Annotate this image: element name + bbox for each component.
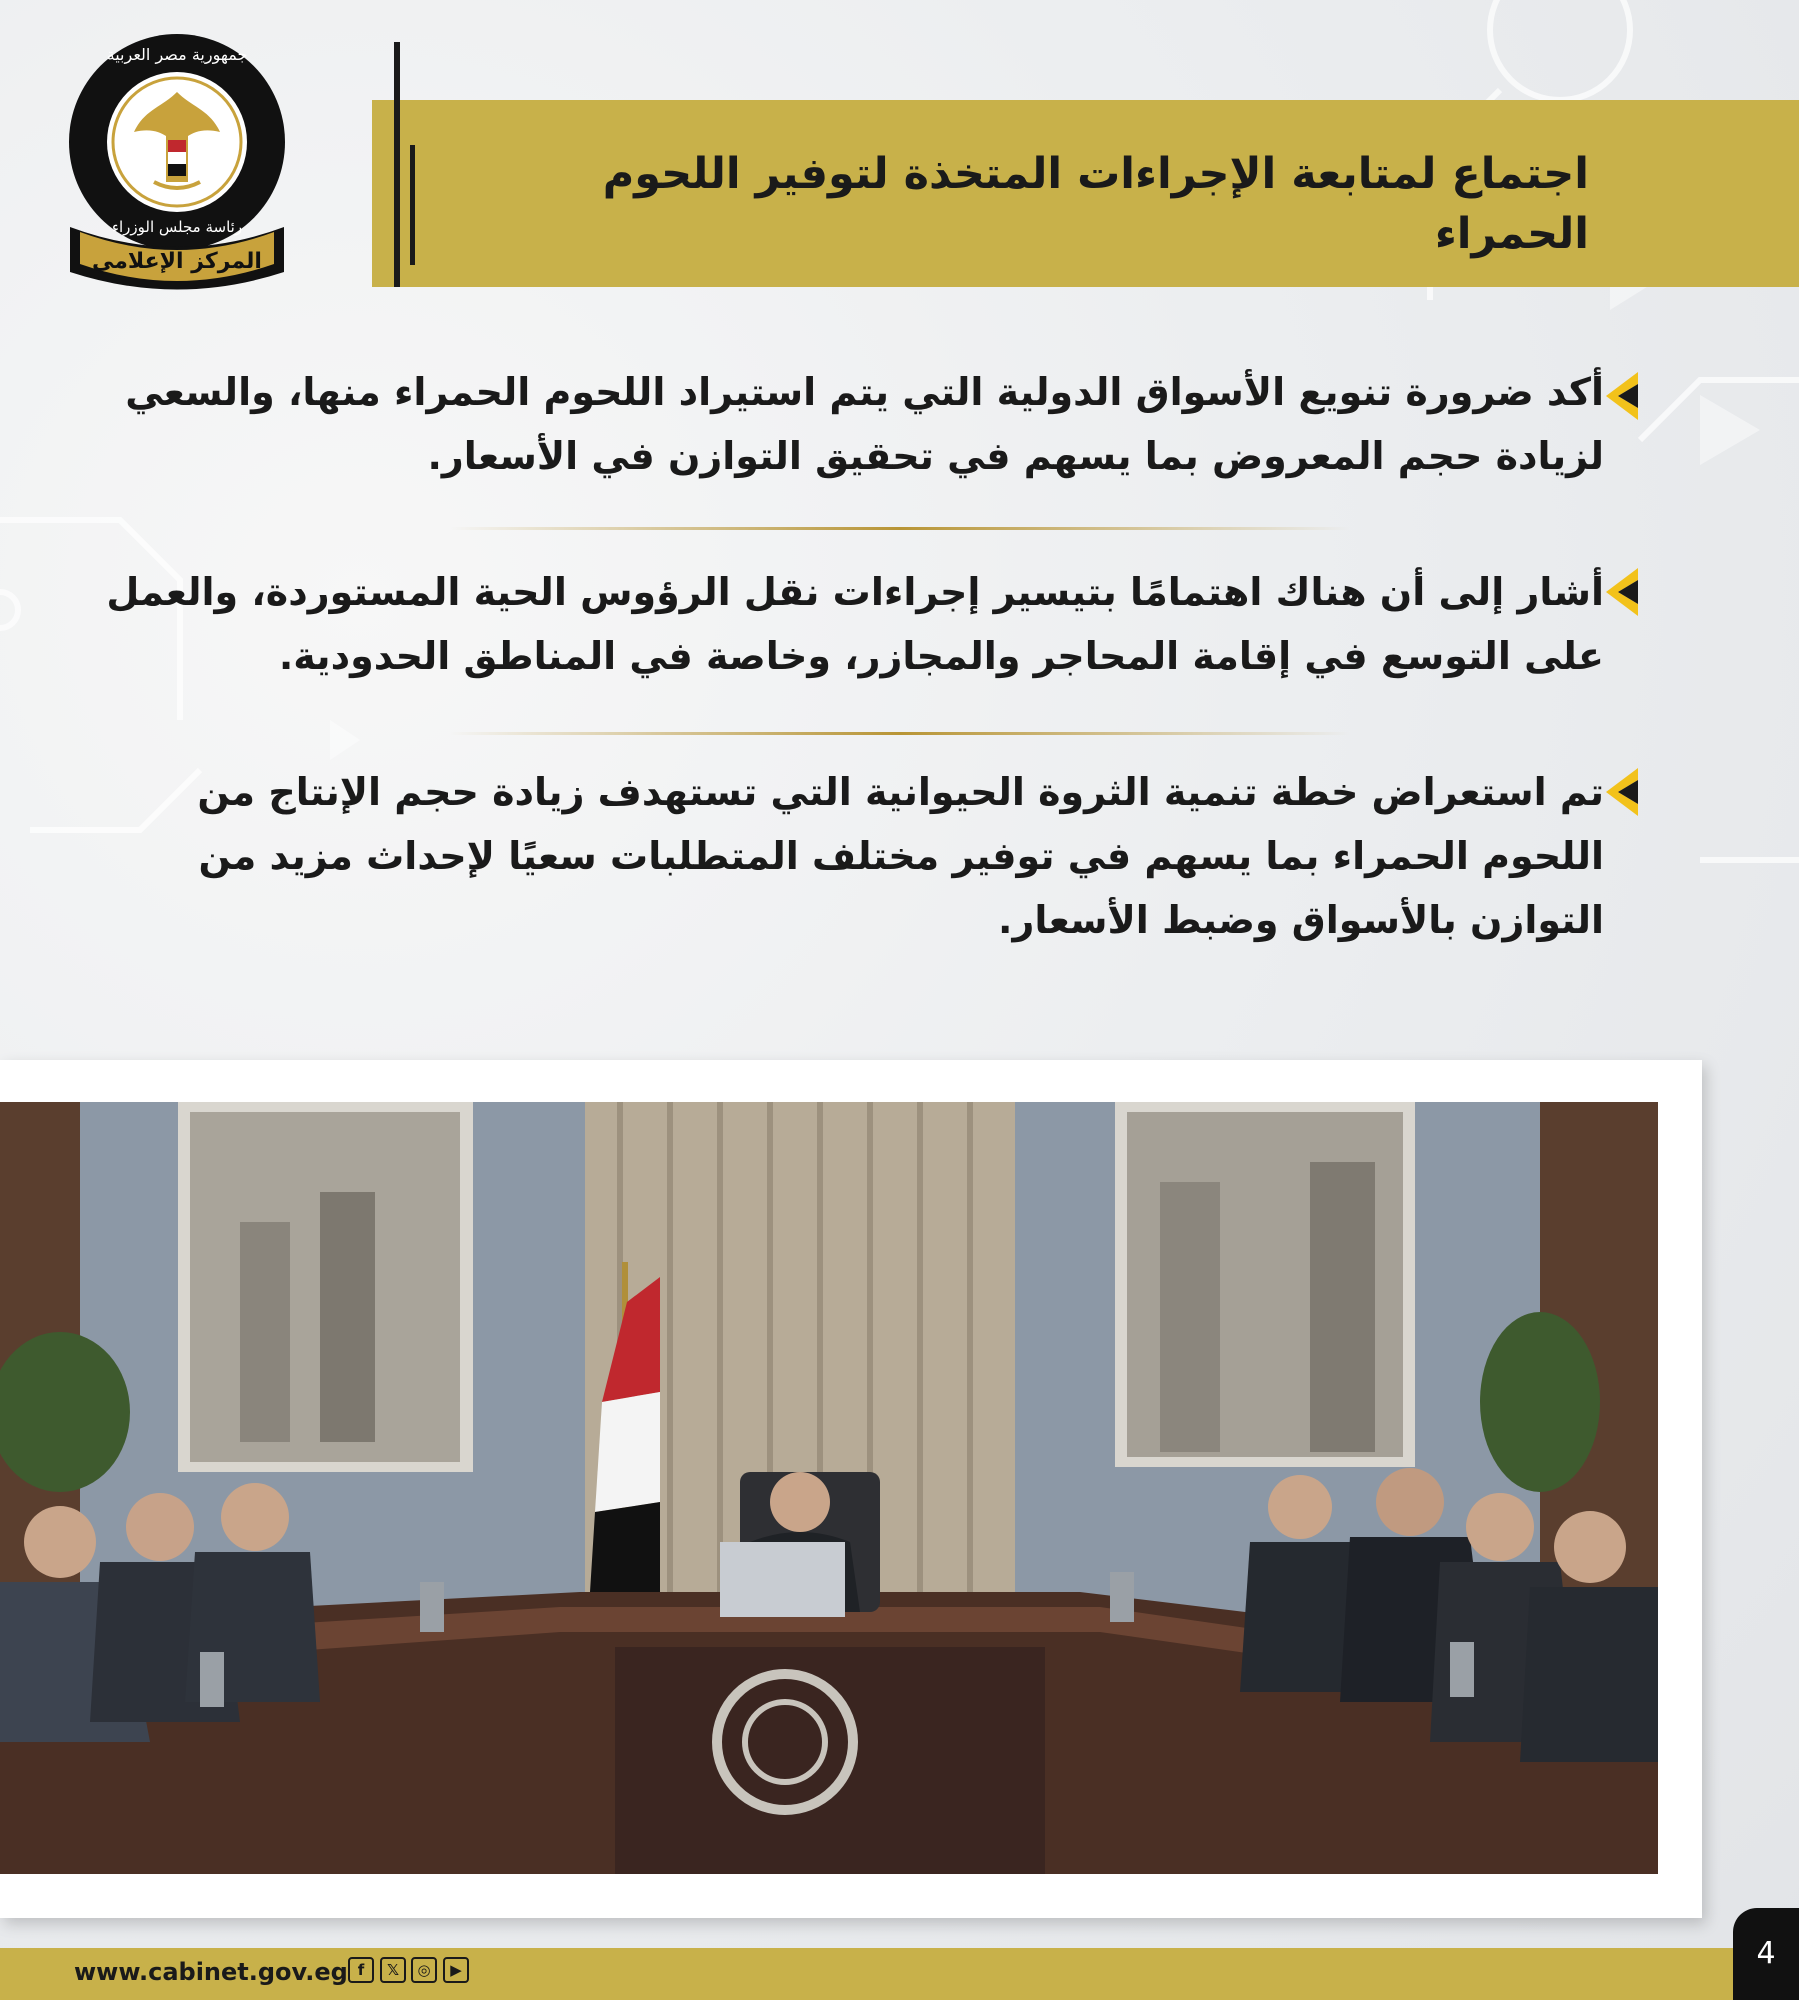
bullet-chevron-icon bbox=[1602, 370, 1642, 422]
bullet-point-1: أكد ضرورة تنويع الأسواق الدولية التي يتم استيراد اللحوم الحمراء منها، والسعي لزيادة حجم المعروض بما يسهم في تحقيق التوازن في الأسعار. bbox=[125, 370, 1604, 478]
bullet-point-2: أشار إلى أن هناك اهتمامًا بتيسير إجراءات نقل الرؤوس الحية المستوردة، والعمل على التوسع في إقامة المحاجر والمجازر، وخاصة في المناطق الحدودية. bbox=[106, 570, 1604, 678]
meeting-photo bbox=[0, 1102, 1658, 1874]
logo-ring-text: جمهورية مصر العربية bbox=[106, 45, 248, 64]
bullet-chevron-icon bbox=[1602, 566, 1642, 618]
website-link[interactable]: www.cabinet.gov.eg bbox=[74, 1958, 348, 1986]
facebook-icon[interactable]: f bbox=[348, 1957, 374, 1983]
page-number-badge: 4 bbox=[1733, 1908, 1799, 2000]
page-title: اجتماع لمتابعة الإجراءات المتخذة لتوفير اللحوم الحمراء bbox=[602, 149, 1589, 259]
title-accent-line bbox=[394, 42, 400, 287]
divider bbox=[450, 527, 1350, 530]
divider bbox=[450, 732, 1350, 735]
youtube-icon[interactable]: ▶ bbox=[443, 1957, 469, 1983]
cabinet-media-center-logo bbox=[62, 32, 292, 292]
logo-ring-text-bottom: رئاسة مجلس الوزراء bbox=[111, 218, 243, 236]
bullet-chevron-icon bbox=[1602, 766, 1642, 818]
instagram-icon[interactable]: ◎ bbox=[411, 1957, 437, 1983]
x-icon[interactable]: 𝕏 bbox=[380, 1957, 406, 1983]
bullet-point-3: تم استعراض خطة تنمية الثروة الحيوانية التي تستهدف زيادة حجم الإنتاج من اللحوم الحمراء بما يسهم في توفير مختلف المتطلبات سعيًا لإحداث مزيد من التوازن بالأسواق وضبط الأسعار. bbox=[197, 770, 1604, 942]
title-accent-line-short bbox=[410, 145, 415, 265]
logo-banner-text: المركز الإعلامي bbox=[92, 249, 262, 274]
